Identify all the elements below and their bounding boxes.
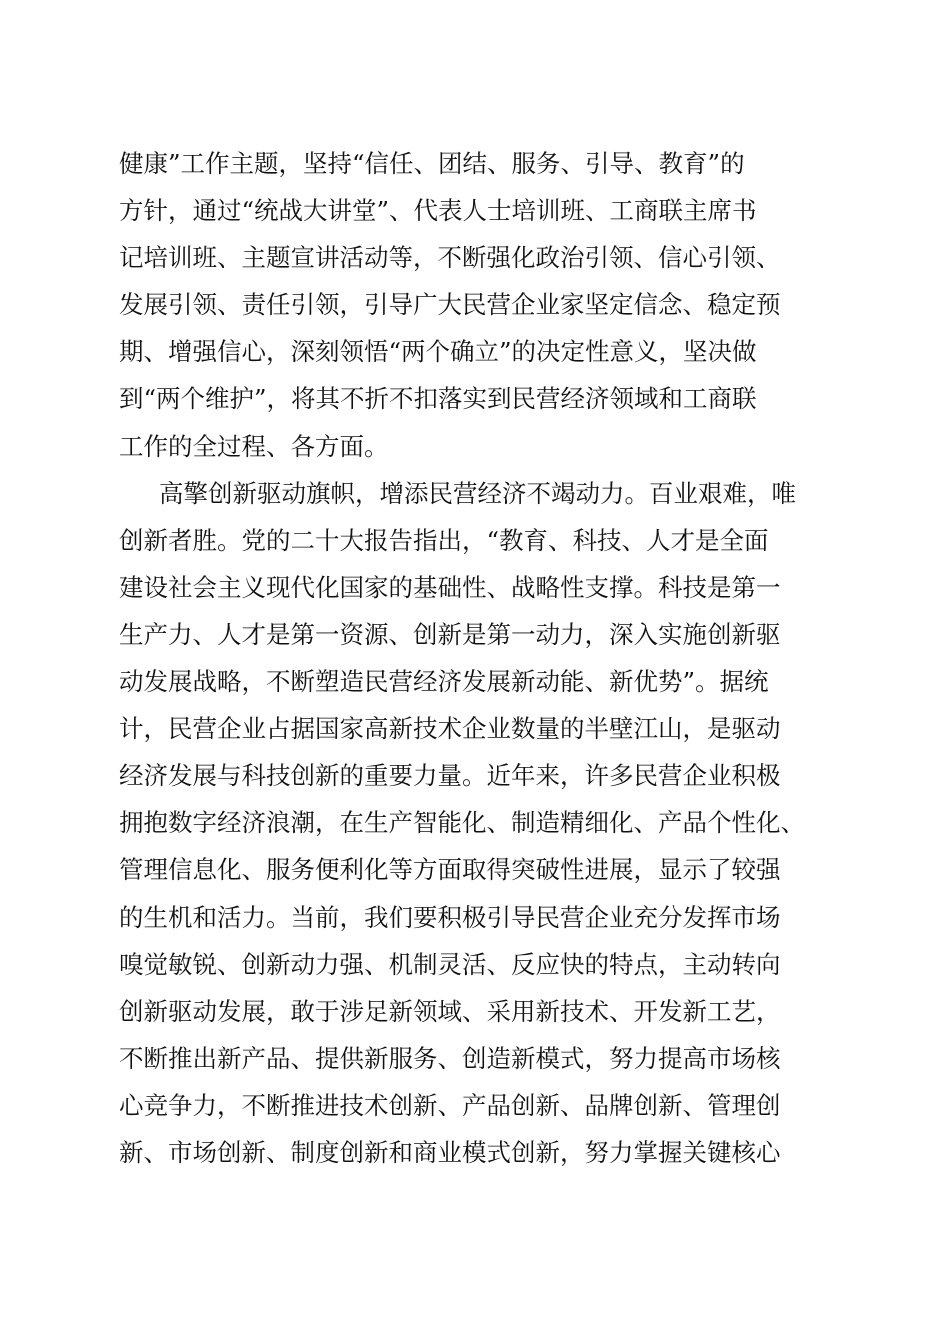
text-line: 发展引领、责任引领，引导广大民营企业家坚定信念、稳定预: [119, 290, 781, 320]
text-line: 拥抱数字经济浪潮，在生产智能化、制造精细化、产品个性化、: [119, 808, 805, 838]
text-line: 的生机和活力。当前，我们要积极引导民营企业充分发挥市场: [119, 902, 781, 932]
text-line: 记培训班、主题宣讲活动等，不断强化政治引领、信心引领、: [119, 243, 781, 273]
text-line: 期、增强信心，深刻领悟“两个确立”的决定性意义，坚决做: [119, 337, 757, 367]
text-line: 不断推出新产品、提供新服务、创造新模式，努力提高市场核: [119, 1043, 781, 1073]
text-line: 动发展战略，不断塑造民营经济发展新动能、新优势”。据统: [119, 667, 769, 697]
text-line: 工作的全过程、各方面。: [119, 431, 389, 461]
body-text: [119, 140, 849, 1176]
paragraph-1: [119, 140, 849, 470]
text-line: 新、市场创新、制度创新和商业模式创新，努力掌握关键核心: [119, 1137, 781, 1167]
text-line: 方针，通过“统战大讲堂”、代表人士培训班、工商联主席书: [119, 196, 757, 226]
text-line: 创新者胜。党的二十大报告指出，“教育、科技、人才是全面: [119, 525, 769, 555]
text-line: 管理信息化、服务便利化等方面取得突破性进展，显示了较强: [119, 855, 781, 885]
text-line: 嗅觉敏锐、创新动力强、机制灵活、反应快的特点，主动转向: [119, 949, 781, 979]
text-line: 到“两个维护”，将其不折不扣落实到民营经济领域和工商联: [119, 384, 757, 414]
text-line: 创新驱动发展，敢于涉足新领域、采用新技术、开发新工艺，: [119, 996, 781, 1026]
text-line: 生产力、人才是第一资源、创新是第一动力，深入实施创新驱: [119, 619, 781, 649]
text-line: 建设社会主义现代化国家的基础性、战略性支撑。科技是第一: [119, 572, 781, 602]
text-line: 计，民营企业占据国家高新技术企业数量的半壁江山，是驱动: [119, 714, 781, 744]
text-line: 心竞争力，不断推进技术创新、产品创新、品牌创新、管理创: [119, 1090, 781, 1120]
text-line-first: 高擎创新驱动旗帜，增添民营经济不竭动力。百业艰难，唯: [159, 478, 796, 508]
paragraph-2: [119, 470, 849, 1176]
text-line: 经济发展与科技创新的重要力量。近年来，许多民营企业积极: [119, 761, 781, 791]
text-line: 健康”工作主题，坚持“信任、团结、服务、引导、教育”的: [119, 149, 745, 178]
